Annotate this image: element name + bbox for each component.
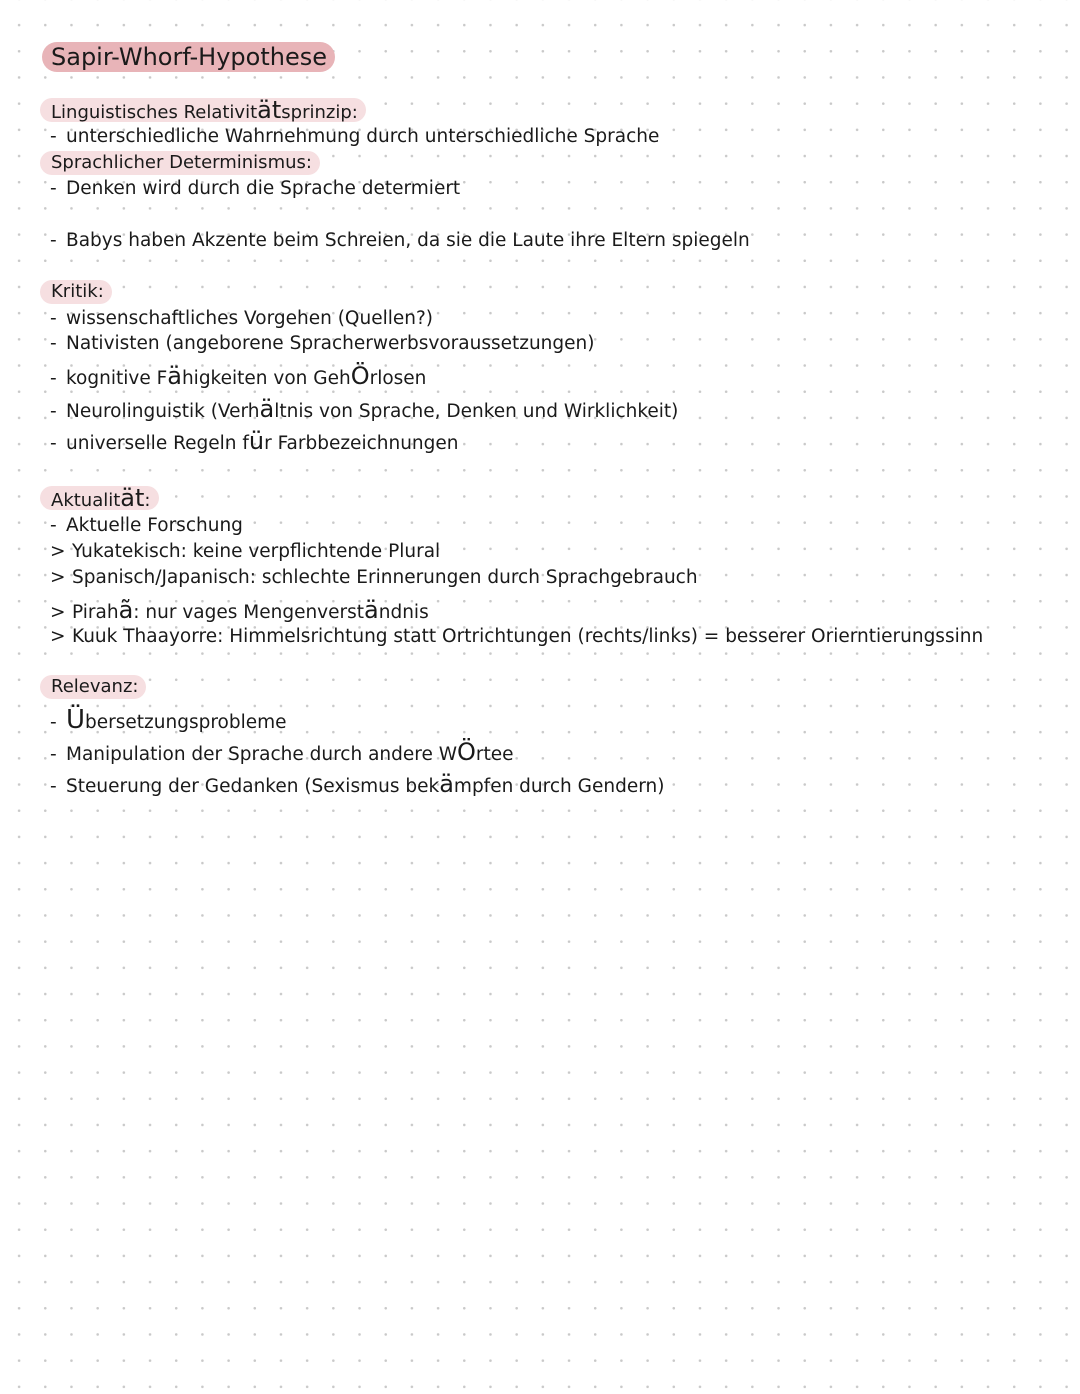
list-item: > Spanisch/Japanisch: schlechte Erinnerungen durch Sprachgebrauch — [50, 567, 698, 588]
list-item: - unterschiedliche Wahrnehmung durch unterschiedliche Sprache — [50, 126, 660, 147]
heading-relevance: Relevanz: — [40, 675, 146, 699]
list-item: - universelle Regeln für Farbbezeichnungen — [50, 427, 459, 455]
list-item: - Babys haben Akzente beim Schreien, da sie die Laute ihre Eltern spiegeln — [50, 230, 750, 251]
list-item: - wissenschaftliches Vorgehen (Quellen?) — [50, 308, 434, 329]
page-title: Sapir-Whorf-Hypothese — [42, 42, 335, 72]
list-item: - Steuerung der Gedanken (Sexismus bekämpfen durch Gendern) — [50, 770, 665, 798]
list-item: - Übersetzungsprobleme — [50, 705, 287, 735]
list-item: - Aktuelle Forschung — [50, 515, 243, 536]
heading-relativity: Linguistisches Relativitätsprinzip: — [40, 98, 366, 122]
list-item: > Pirahã: nur vages Mengenverständnis — [50, 596, 429, 624]
heading-determinism: Sprachlicher Determinismus: — [40, 151, 320, 175]
list-item: - Manipulation der Sprache durch andere WÖrtee — [50, 738, 514, 766]
heading-critique: Kritik: — [40, 280, 112, 304]
list-item: > Kuuk Thaayorre: Himmelsrichtung statt Ortrichtungen (rechts/links) = besserer Orierntierungssinn — [50, 626, 984, 647]
list-item: - Nativisten (angeborene Spracherwerbsvoraussetzungen) — [50, 333, 595, 354]
list-item: - Denken wird durch die Sprache determiert — [50, 178, 461, 199]
list-item: > Yukatekisch: keine verpflichtende Plural — [50, 541, 441, 562]
heading-relevance-now: Aktualität: — [40, 486, 159, 510]
list-item: - kognitive Fähigkeiten von GehÖrlosen — [50, 362, 427, 390]
list-item: - Neurolinguistik (Verhältnis von Sprache, Denken und Wirklichkeit) — [50, 395, 679, 423]
